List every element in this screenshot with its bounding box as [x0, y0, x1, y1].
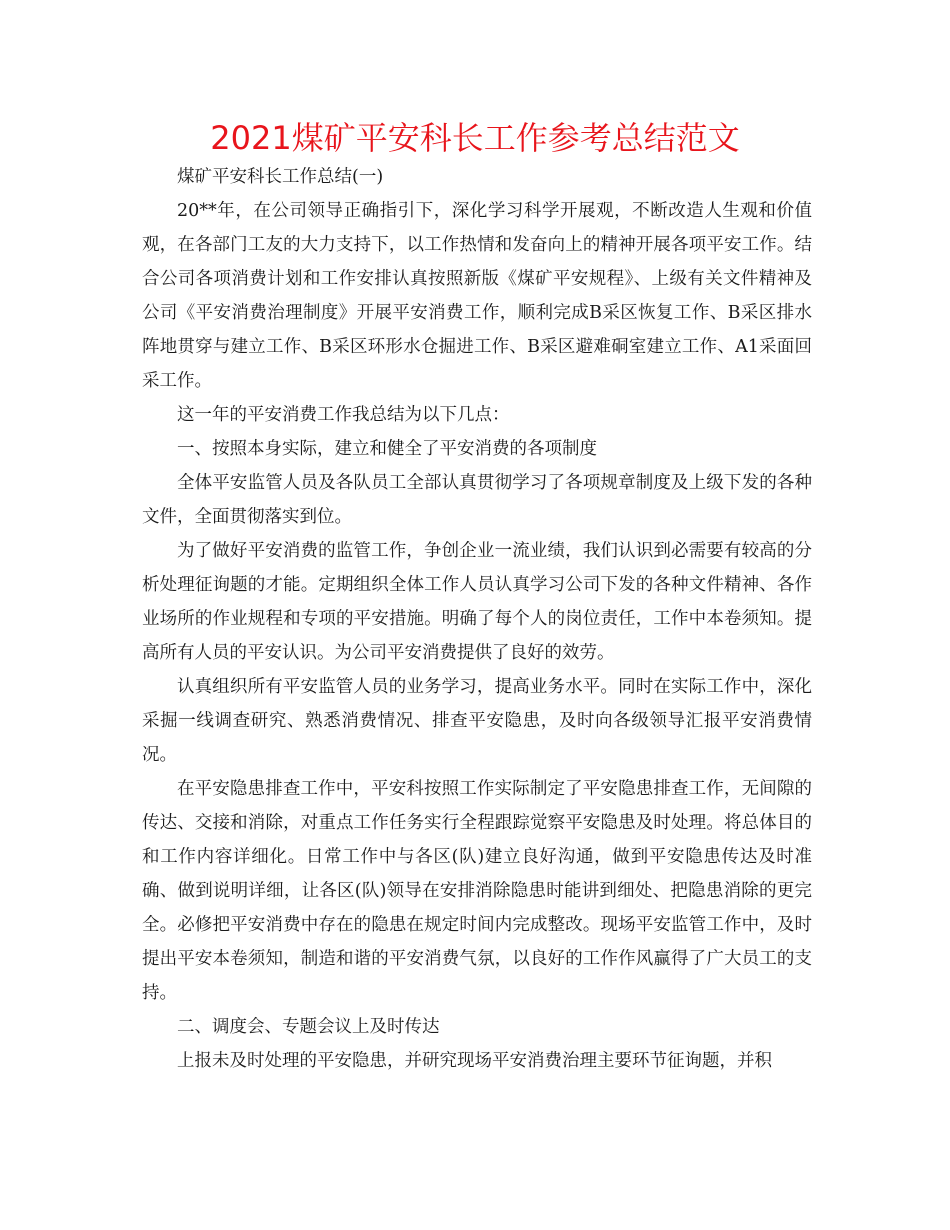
- body-paragraph: 这一年的平安消费工作我总结为以下几点：: [177, 405, 510, 425]
- body-paragraph: 全体平安监管人员及各队员工全部认真贯彻学习了各项规章制度及上级下发的各种文件，全面贯彻落实到位。: [142, 473, 812, 527]
- document-body: [142, 160, 812, 1078]
- section-heading: 二、调度会、专题会议上及时传达: [177, 1017, 440, 1037]
- body-paragraph: 在平安隐患排查工作中，平安科按照工作实际制定了平安隐患排查工作，无间隙的传达、交接和消除，对重点工作任务实行全程跟踪觉察平安隐患及时处理。将总体目的和工作内容详细化。日常工作中与各区(队)建立良好沟通，做到平安隐患传达及时准确、做到说明详细，让各区(队)领导在安排消除隐患时能讲到细处、把隐患消除的更完全。必修把平安消费中存在的隐患在规定时间内完成整改。现场平安监管工作中，及时提出平安本卷须知，制造和谐的平安消费气氛，以良好的工作作风赢得了广大员工的支持。: [142, 779, 812, 1003]
- body-paragraph: 20**年，在公司领导正确指引下，深化学习科学开展观，不断改造人生观和价值观，在各部门工友的大力支持下，以工作热情和发奋向上的精神开展各项平安工作。结合公司各项消费计划和工作安排认真按照新版《煤矿平安规程》、上级有关文件精神及公司《平安消费治理制度》开展平安消费工作，顺利完成B采区恢复工作、B采区排水阵地贯穿与建立工作、B采区环形水仓掘进工作、B采区避难硐室建立工作、A1采面回采工作。: [142, 201, 812, 391]
- body-paragraph: 认真组织所有平安监管人员的业务学习，提高业务水平。同时在实际工作中，深化采掘一线调查研究、熟悉消费情况、排查平安隐患，及时向各级领导汇报平安消费情况。: [142, 677, 812, 765]
- body-paragraph: 为了做好平安消费的监管工作，争创企业一流业绩，我们认识到必需要有较高的分析处理征询题的才能。定期组织全体工作人员认真学习公司下发的各种文件精神、各作业场所的作业规程和专项的平安措施。明确了每个人的岗位责任，工作中本卷须知。提高所有人员的平安认识。为公司平安消费提供了良好的效劳。: [142, 541, 812, 663]
- subtitle-paragraph: 煤矿平安科长工作总结(一): [177, 167, 384, 187]
- body-paragraph: 上报未及时处理的平安隐患，并研究现场平安消费治理主要环节征询题，并积: [177, 1051, 772, 1071]
- document-title: 2021煤矿平安科长工作参考总结范文: [210, 119, 740, 157]
- section-heading: 一、按照本身实际，建立和健全了平安消费的各项制度: [177, 439, 597, 459]
